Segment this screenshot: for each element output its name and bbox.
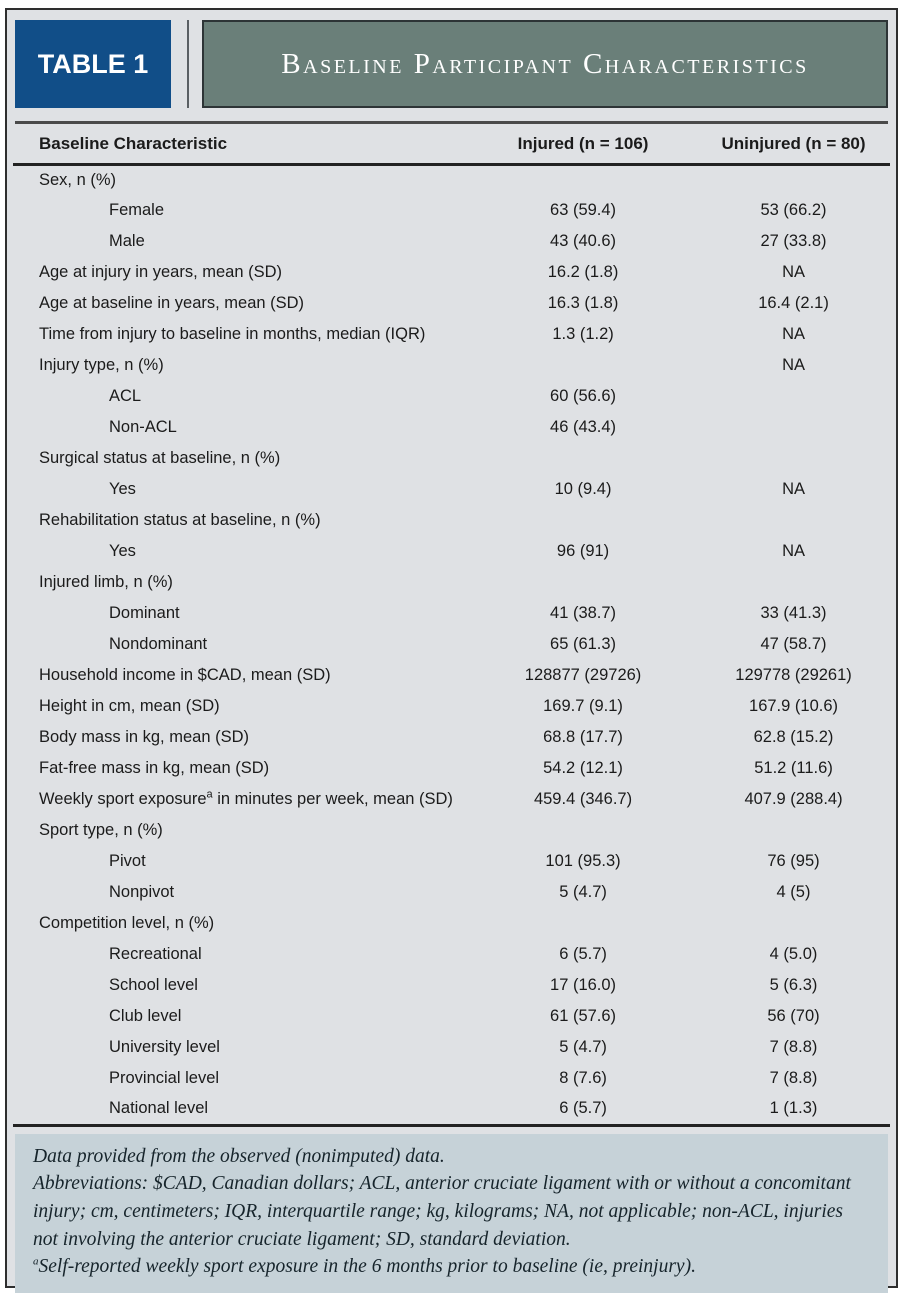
row-label: Pivot [109, 852, 146, 870]
row-value-injured: 46 (43.4) [550, 418, 617, 436]
row-value-uninjured [697, 567, 890, 598]
row-label: Yes [109, 480, 136, 498]
row-value-injured: 16.3 (1.8) [547, 294, 619, 312]
row-value-uninjured: 76 (95) [767, 852, 820, 870]
table-row [13, 1001, 890, 1032]
row-label: Height in cm, mean (SD) [39, 697, 220, 715]
row-label: Time from injury to baseline in months, median (IQR) [39, 325, 426, 343]
table-row [13, 753, 890, 784]
footnote: Data provided from the observed (nonimputed) data. [33, 1145, 445, 1167]
row-label: Weekly sport exposure$^a$ in minutes per week, mean (SD) [39, 788, 453, 808]
row-value-injured [469, 164, 697, 195]
row-label: Nonpivot [109, 883, 175, 901]
table-row [13, 815, 890, 846]
row-value-uninjured [697, 815, 890, 846]
row-value-uninjured [697, 381, 890, 412]
row-value-uninjured: 4 (5) [776, 883, 811, 901]
column-header-uninjured: Uninjured (n = 80) [697, 126, 890, 164]
table-row [13, 846, 890, 877]
column-header-injured: Injured (n = 106) [469, 126, 697, 164]
row-value-injured: 1.3 (1.2) [552, 325, 614, 343]
row-label: Sport type, n (%) [39, 821, 163, 839]
row-value-uninjured: 407.9 (288.4) [744, 790, 843, 808]
table-row [13, 660, 890, 691]
table-row [13, 1063, 890, 1094]
row-value-uninjured: NA [782, 542, 805, 560]
row-label: National level [13, 1094, 469, 1125]
row-value-uninjured [697, 164, 890, 195]
table-row [13, 1032, 890, 1063]
column-header-characteristic: Baseline Characteristic [13, 126, 469, 164]
row-value-uninjured: NA [782, 263, 805, 281]
row-value-injured: 5 (4.7) [559, 1038, 607, 1056]
row-label: Sex, n (%) [39, 170, 117, 189]
table-row [13, 970, 890, 1001]
row-value-injured [469, 815, 697, 846]
table-row [13, 350, 890, 381]
table-row [13, 908, 890, 939]
row-value-uninjured [697, 412, 890, 443]
row-value-uninjured [697, 908, 890, 939]
row-label: Male [109, 232, 145, 250]
row-label: ACL [109, 387, 142, 405]
row-label: Competition level, n (%) [39, 914, 215, 932]
table-row [13, 1094, 890, 1125]
row-value-uninjured: 56 (70) [767, 1007, 820, 1025]
row-label: Age at baseline in years, mean (SD) [39, 294, 305, 312]
row-label: Household income in $CAD, mean (SD) [39, 666, 331, 684]
row-label: Body mass in kg, mean (SD) [39, 728, 249, 746]
table-row [13, 412, 890, 443]
row-value-injured: 169.7 (9.1) [543, 697, 623, 715]
row-value-uninjured: 5 (6.3) [769, 976, 818, 994]
row-value-uninjured: 53 (66.2) [760, 201, 827, 219]
row-label: Provincial level [109, 1069, 220, 1087]
table-row [13, 598, 890, 629]
column-header-row [13, 126, 890, 164]
row-value-uninjured: 33 (41.3) [760, 604, 827, 622]
row-value-uninjured: 1 (1.3) [697, 1094, 890, 1125]
row-value-injured: 63 (59.4) [550, 201, 617, 219]
footnote: Abbreviations: $CAD, Canadian dollars; ACL, anterior cruciate ligament with or without a concomitant injury; cm, centimeters; IQR, interquartile range; kg, kilograms; NA, not applicable; non-ACL, injuries not involving the anterior cruciate ligament; SD, standard deviation. [33, 1173, 851, 1250]
row-value-uninjured: 62.8 (15.2) [753, 728, 834, 746]
row-value-injured [469, 505, 697, 536]
row-value-uninjured: 7 (8.8) [769, 1069, 818, 1087]
row-value-injured: 60 (56.6) [550, 387, 617, 405]
row-label: Injured limb, n (%) [39, 573, 173, 591]
row-label: Female [109, 201, 165, 219]
row-value-injured: 8 (7.6) [559, 1069, 607, 1087]
row-label: Dominant [109, 604, 180, 622]
table-header-band [15, 20, 888, 108]
row-label: School level [109, 976, 198, 994]
footnote: $^a$Self-reported weekly sport exposure in the 6 months prior to baseline (ie, preinjury). [33, 1255, 696, 1278]
table-row [13, 288, 890, 319]
table-row [13, 474, 890, 505]
header-rule [15, 121, 888, 124]
row-value-injured: 6 (5.7) [469, 1094, 697, 1125]
row-value-uninjured: 27 (33.8) [760, 232, 827, 250]
table-row [13, 257, 890, 288]
row-label: University level [109, 1038, 220, 1056]
row-value-injured: 54.2 (12.1) [543, 759, 623, 777]
row-value-uninjured [697, 505, 890, 536]
row-label: Club level [109, 1007, 182, 1025]
table-row [13, 939, 890, 970]
row-value-uninjured: 47 (58.7) [760, 635, 827, 653]
table-body [13, 164, 890, 1125]
table-row [13, 226, 890, 257]
table-row [13, 784, 890, 815]
row-value-injured: 41 (38.7) [550, 604, 617, 622]
table-row [13, 536, 890, 567]
row-value-uninjured [697, 443, 890, 474]
row-value-uninjured: NA [782, 325, 805, 343]
row-label: Non-ACL [109, 418, 177, 436]
table-row [13, 319, 890, 350]
row-value-injured: 128877 (29726) [524, 666, 642, 684]
row-value-injured: 10 (9.4) [554, 480, 612, 498]
row-value-uninjured: 4 (5.0) [769, 945, 818, 963]
footnotes-box [15, 1134, 888, 1293]
table-row [13, 722, 890, 753]
table-frame [5, 8, 898, 1288]
row-value-uninjured: 167.9 (10.6) [749, 697, 839, 715]
row-value-injured: 65 (61.3) [550, 635, 617, 653]
row-value-uninjured: 16.4 (2.1) [758, 294, 829, 312]
row-label: Recreational [109, 945, 202, 963]
row-label: Nondominant [109, 635, 208, 653]
table-row [13, 567, 890, 598]
row-value-injured: 17 (16.0) [550, 976, 617, 994]
row-value-injured: 96 (91) [556, 542, 610, 560]
row-label: Injury type, n (%) [39, 356, 164, 374]
table-number-label: TABLE 1 [37, 48, 149, 79]
row-value-uninjured: NA [782, 480, 805, 498]
table-row [13, 505, 890, 536]
table-row [13, 691, 890, 722]
row-value-injured [469, 443, 697, 474]
row-value-injured: 16.2 (1.8) [547, 263, 619, 281]
row-value-injured: 5 (4.7) [559, 883, 607, 901]
row-value-injured: 101 (95.3) [545, 852, 621, 870]
row-value-injured: 43 (40.6) [550, 232, 617, 250]
header-divider [187, 20, 189, 108]
row-label: Age at injury in years, mean (SD) [39, 263, 283, 281]
row-value-injured: 459.4 (346.7) [533, 790, 633, 808]
row-value-injured [469, 350, 697, 381]
table-row [13, 443, 890, 474]
table-row [13, 877, 890, 908]
table-title-box [202, 20, 888, 108]
row-value-injured [469, 567, 697, 598]
row-value-injured: 68.8 (17.7) [543, 728, 623, 746]
row-label: Rehabilitation status at baseline, n (%) [39, 511, 321, 529]
row-value-injured [469, 908, 697, 939]
row-value-uninjured: 129778 (29261) [735, 666, 852, 684]
row-value-injured: 61 (57.6) [550, 1007, 617, 1025]
row-label: Yes [109, 542, 136, 560]
row-value-uninjured: 7 (8.8) [769, 1038, 818, 1056]
row-value-injured: 6 (5.7) [559, 945, 607, 963]
table-row [13, 381, 890, 412]
row-value-uninjured: NA [782, 356, 805, 374]
row-value-uninjured: 51.2 (11.6) [754, 759, 833, 777]
characteristics-table [13, 126, 890, 1127]
table-row [13, 629, 890, 660]
table-row [13, 164, 890, 195]
table-number-tag [15, 20, 171, 108]
table-row [13, 195, 890, 226]
table-title: Baseline Participant Characteristics [281, 47, 809, 80]
row-label: Fat-free mass in kg, mean (SD) [39, 759, 270, 777]
row-label: Surgical status at baseline, n (%) [39, 449, 281, 467]
